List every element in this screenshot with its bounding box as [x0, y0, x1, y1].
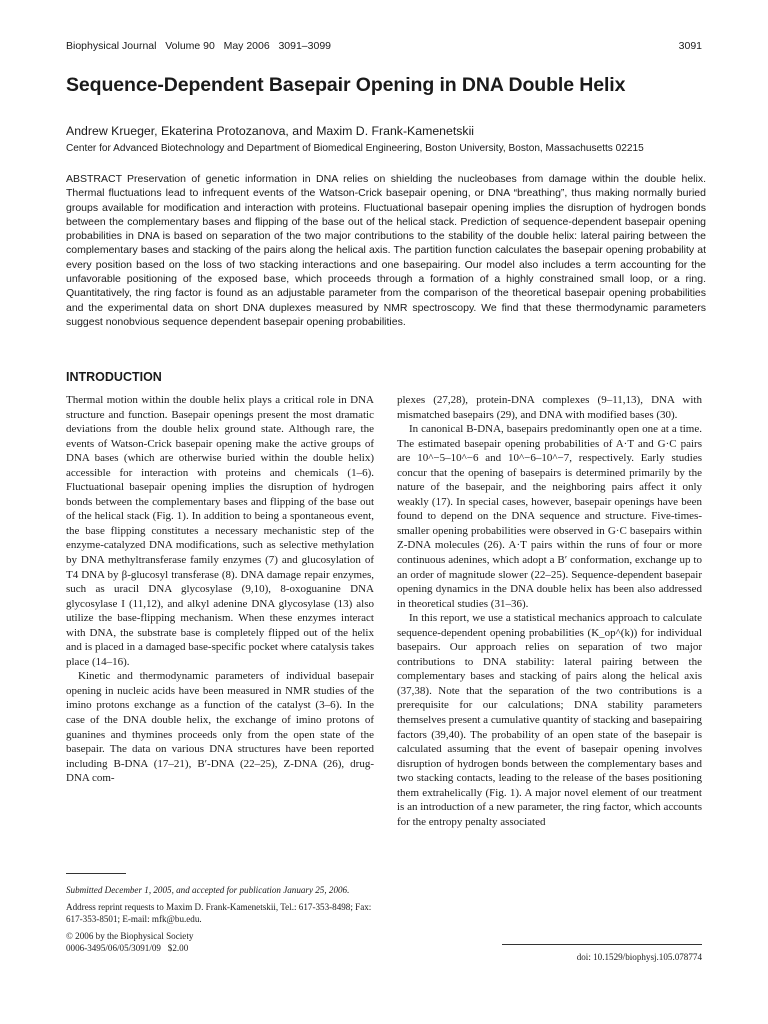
- paragraph: plexes (27,28), protein-DNA complexes (9–11,13), DNA with mismatched basepairs (29), and DNA with modified bases (30).: [397, 394, 702, 421]
- abstract-text: Preservation of genetic information in DNA relies on shielding the nucleobases from damage within the double helix. Thermal fluctuations lead to infrequent events of the Watson-Crick basepair opening, or DNA “breathing”, thus making normally buried groups available for modification and interaction with proteins. Fluctuational basepair opening implies the disruption of hydrogen bonds between the complementary bases and flipping of the base out of the helical stack. Prediction of sequence-dependent basepair opening probabilities in DNA is based on separation of the two major contributions to the stability of the double helix: lateral pairing between the complementary bases and stacking of the pairs along the helical axis. The partition function calculates the basepair opening probability at every position based on the loss of two stacking interactions and one basepairing. Our model also includes a term accounting for the unfavorable positioning of the exposed base, which proceeds through a formation of a highly constrained small loop, or a ring. Quantitatively, the ring factor is found as an adjustable parameter from the comparison of the theoretical basepair opening probabilities and the experimental data on short DNA duplexes measured by NMR spectroscopy. We find that these thermodynamic parameters suggest nonobvious sequence dependent basepair opening probabilities.: [66, 173, 706, 328]
- footnotes: [66, 884, 374, 955]
- abstract: [66, 172, 706, 329]
- paragraph: Thermal motion within the double helix plays a critical role in DNA structure and function. Basepair openings present the most dramatic deviations from the double helix ground state. Although rare, the events of Watson-Crick basepair opening make the active groups of DNA bases (which are otherwise buried within the double helix) accessible for interaction with proteins and chemicals (1–6). Fluctuational basepair opening implies the disruption of hydrogen bonds between the complementary bases and flipping of the base out of the helical stack (Fig. 1). In addition to being a spontaneous event, the base flipping constitutes a necessary mechanistic step of the enzyme-catalyzed DNA modifications, such as selective methylation by DNA methyltransferase family enzymes (7) and glucosylation of T4 DNA by β-glucosyl transferase (8). DNA damage repair enzymes, such as uracil DNA glycosylase (9,10), 8-oxoguanine DNA glycosylase I (11,12), and alkyl adenine DNA glycosylase (13) also utilize the base-flipping mechanism. When these enzymes interact with DNA, the substrate base is completely flipped out of the helix and is placed in a damaged base-specific pocket where catalysis takes place (14–16).: [66, 394, 374, 668]
- paragraph: Kinetic and thermodynamic parameters of individual basepair opening in nucleic acids have been measured in NMR studies of the imino protons exchange as a function of the catalyst (3–6). In the case of the DNA double helix, the exchange of imino protons of guanines and thymines proceeds only from the open state of the basepair. The data on various DNA structures have been reported including B-DNA (17–21), B′-DNA (22–25), Z-DNA (26), drug-DNA com-: [66, 670, 374, 785]
- paragraph: In this report, we use a statistical mechanics approach to calculate sequence-dependent opening probabilities (K_op^(k)) for individual basepairs. Our approach relies on separation of two major contributions to DNA stability: lateral pairing between the complementary bases and stacking of pairs along the helical axis (37,38). Note that the separation of the two contributions is a prerequisite for our calculations; DNA stability parameters themselves present a cumulative quantity of stacking and basepairing factors (39,40). The probability of an open state of the basepair is calculated assuming that the event of basepair opening involves disruption of hydrogen bonds between the complementary bases and two stacking contacts, leading to the release of the bases positioning them extrahelically (Fig. 1). A major novel element of our treatment is an introduction of a new parameter, the ring factor, which accounts for the entropy penalty associated: [397, 612, 702, 828]
- abstract-label: ABSTRACT: [66, 173, 123, 185]
- journal-citation: Biophysical Journal Volume 90 May 2006 3091–3099: [66, 40, 332, 52]
- copyright-note: © 2006 by the Biophysical Society: [66, 930, 194, 941]
- article-title: Sequence-Dependent Basepair Opening in DNA Double Helix: [66, 74, 626, 96]
- body-column-right: [397, 393, 702, 829]
- doi: doi: 10.1529/biophysj.105.078774: [576, 952, 702, 962]
- footnote-divider: [66, 873, 126, 874]
- running-header: [66, 40, 702, 52]
- paragraph: In canonical B-DNA, basepairs predominantly open one at a time. The estimated basepair opening probabilities of A·T and G·C pairs are 10^−5–10^−6 and 10^−6–10^−7, respectively. Early studies concur that the opening of basepairs is determined primarily by the nature of the basepair, and the neighboring pairs affect it only weakly (17). In special cases, however, basepair openings have been found to depend on the DNA sequence and structure. Five-times-smaller opening probabilities were observed in G·C basepairs within Z-DNA molecules (26). A·T pairs within the runs of four or more continuous adenines, which adopt a B′ conformation, exchange up to an order of magnitude slower (22–25). Sequence-dependent basepair opening dynamics in the DNA double helix has been also addressed in theoretical studies (31–36).: [397, 423, 702, 610]
- submission-note: Submitted December 1, 2005, and accepted for publication January 25, 2006.: [66, 885, 350, 895]
- section-heading: INTRODUCTION: [66, 370, 162, 384]
- doi-divider: [502, 944, 702, 945]
- correspondence-note: Address reprint requests to Maxim D. Frank-Kamenetskii, Tel.: 617-353-8498; Fax: 617-353-8501; E-mail: mfk@bu.edu.: [66, 901, 372, 925]
- author-list: Andrew Krueger, Ekaterina Protozanova, and Maxim D. Frank-Kamenetskii: [66, 124, 475, 138]
- issn-note: 0006-3495/06/05/3091/09 $2.00: [66, 943, 189, 954]
- page-number: 3091: [678, 40, 702, 52]
- body-column-left: [66, 393, 374, 786]
- affiliation: Center for Advanced Biotechnology and Department of Biomedical Engineering, Boston University, Boston, Massachusetts 02215: [66, 143, 644, 154]
